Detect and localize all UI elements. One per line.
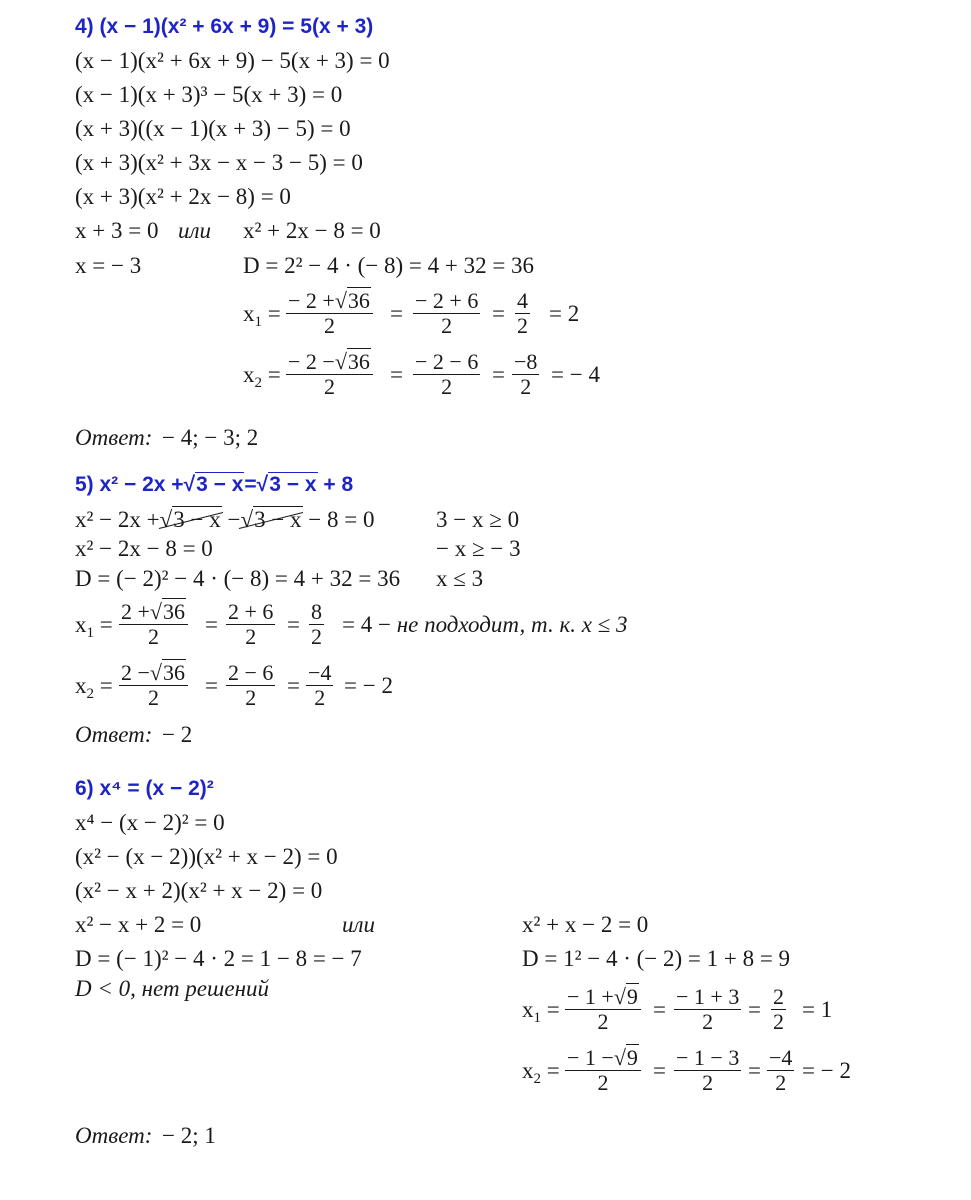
p5-condition-2: − x ≥ − 3 [436, 536, 521, 561]
p6-x1-frac-1: $\frac{- 1 +√9}{2}$ [565, 985, 641, 1034]
p6-line-3: (x² − x + 2)(x² + x − 2) = 0 [75, 878, 323, 903]
p6-x1-frac-3: $\frac{2}{2}$ [773, 984, 784, 1034]
p6-x2-label: $x_2$ = [522, 1058, 560, 1087]
p6-x1-label: $x_1$ = [522, 997, 560, 1026]
problem-5-title: 5) x² − 2x +√3 − x=√3 − x + 8 [75, 473, 354, 496]
p4-discriminant: D = 2² − 4 · (− 8) = 4 + 32 = 36 [243, 253, 535, 278]
p6-x2-frac-1: $\frac{- 1 -√9}{2}$ [565, 1046, 641, 1095]
p5-x2-eq-2: = [287, 673, 300, 698]
p4-answer: − 4; − 3; 2 [162, 425, 259, 450]
p6-right-equation: x² + x − 2 = 0 [522, 912, 649, 937]
p5-x2-frac-2: $\frac{2 - 6}{2}$ [228, 660, 274, 710]
p5-line-2: x² − 2x − 8 = 0 [75, 536, 213, 561]
p5-x2-label: $x_2$ = [75, 673, 113, 702]
p5-x2-eq-1: = [205, 673, 218, 698]
p6-line-2: (x² − (x − 2))(x² + x − 2) = 0 [75, 844, 338, 869]
p5-x2-frac-3: $\frac{-4}{2}$ [308, 660, 332, 710]
p4-x2-eq-1: = [390, 362, 403, 387]
p6-answer-label: Ответ: [75, 1123, 153, 1148]
p4-x1-eq-1: = [390, 301, 403, 326]
p4-line-5: (x + 3)(x² + 2x − 8) = 0 [75, 184, 291, 209]
p5-x1-eq-2: = [287, 612, 300, 637]
p6-x2-eq-1: = [653, 1058, 666, 1083]
p6-x2-result: = − 2 [802, 1058, 851, 1083]
p5-x2-result: = − 2 [344, 673, 393, 698]
p4-line-2: (x − 1)(x + 3)³ − 5(x + 3) = 0 [75, 82, 343, 107]
p5-x1-frac-3: $\frac{8}{2}$ [311, 599, 322, 649]
p4-line-3: (x + 3)((x − 1)(x + 3) − 5) = 0 [75, 116, 351, 141]
p4-x2-eq-2: = [492, 362, 505, 387]
p4-x2-result: = − 4 [551, 362, 600, 387]
problem-4-title: 4) (x − 1)(x² + 6x + 9) = 5(x + 3) [75, 15, 374, 38]
p4-or: или [178, 218, 212, 243]
p6-x1-result: = 1 [802, 997, 833, 1022]
p5-x1-result: = 4 − не подходит, т. к. x ≤ 3 [342, 612, 628, 637]
p5-x2-frac-1: $\frac{2 -√36}{2}$ [119, 661, 188, 710]
p6-answer: − 2; 1 [162, 1123, 216, 1148]
p4-x-root: x = − 3 [75, 253, 142, 278]
p4-x1-label: $x_1$ = [243, 301, 281, 330]
p4-x1-frac-3: $\frac{4}{2}$ [517, 288, 528, 338]
p5-x1-frac-2: $\frac{2 + 6}{2}$ [228, 599, 274, 649]
p4-answer-label: Ответ: [75, 425, 153, 450]
p4-x1-frac-1: $\frac{- 2 +√36}{2}$ [286, 289, 373, 338]
p6-or: или [342, 912, 376, 937]
p5-x1-frac-1: $\frac{2 +√36}{2}$ [119, 600, 188, 649]
p5-condition-1: 3 − x ≥ 0 [436, 507, 520, 532]
p4-x2-frac-1: $\frac{- 2 -√36}{2}$ [286, 350, 373, 399]
p6-x2-eq-2: = [748, 1058, 761, 1083]
p4-x1-result: = 2 [549, 301, 580, 326]
p5-x1-eq-1: = [205, 612, 218, 637]
p6-x2-frac-3: $\frac{-4}{2}$ [769, 1045, 793, 1095]
p5-line-3: D = (− 2)² − 4 · (− 8) = 4 + 32 = 36 [75, 566, 401, 591]
p4-split-right: x² + 2x − 8 = 0 [243, 218, 381, 243]
p6-x1-frac-2: $\frac{- 1 + 3}{2}$ [676, 984, 740, 1034]
p5-answer-label: Ответ: [75, 722, 153, 747]
p6-right-discriminant: D = 1² − 4 · (− 2) = 1 + 8 = 9 [522, 946, 791, 971]
p5-answer: − 2 [162, 722, 193, 747]
p4-x2-label: $x_2$ = [243, 362, 281, 391]
p6-x1-eq-1: = [653, 997, 666, 1022]
p4-x2-frac-3: $\frac{-8}{2}$ [514, 349, 538, 399]
p5-condition-3: x ≤ 3 [436, 566, 484, 591]
p5-line-1: x² − 2x +√3 − x −√3 − x − 8 = 0 [75, 507, 375, 532]
p4-split-left: x + 3 = 0 [75, 218, 159, 243]
p6-left-discriminant: D = (− 1)² − 4 · 2 = 1 − 8 = − 7 [75, 946, 362, 971]
problem-6-title: 6) x⁴ = (x − 2)² [75, 777, 214, 800]
p4-x1-eq-2: = [492, 301, 505, 326]
p4-line-1: (x − 1)(x² + 6x + 9) − 5(x + 3) = 0 [75, 48, 390, 73]
p6-left-conclusion: D < 0, нет решений [75, 976, 269, 1001]
p4-x2-frac-2: $\frac{- 2 - 6}{2}$ [415, 349, 479, 399]
p5-x1-label: $x_1$ = [75, 612, 113, 641]
p6-x1-eq-2: = [748, 997, 761, 1022]
p6-line-1: x⁴ − (x − 2)² = 0 [75, 810, 225, 835]
p5-x1-note: не подходит, т. к. x ≤ 3 [396, 612, 628, 637]
p4-line-4: (x + 3)(x² + 3x − x − 3 − 5) = 0 [75, 150, 363, 175]
p6-x2-frac-2: $\frac{- 1 - 3}{2}$ [676, 1045, 740, 1095]
p6-left-equation: x² − x + 2 = 0 [75, 912, 202, 937]
p4-x1-frac-2: $\frac{- 2 + 6}{2}$ [415, 288, 479, 338]
